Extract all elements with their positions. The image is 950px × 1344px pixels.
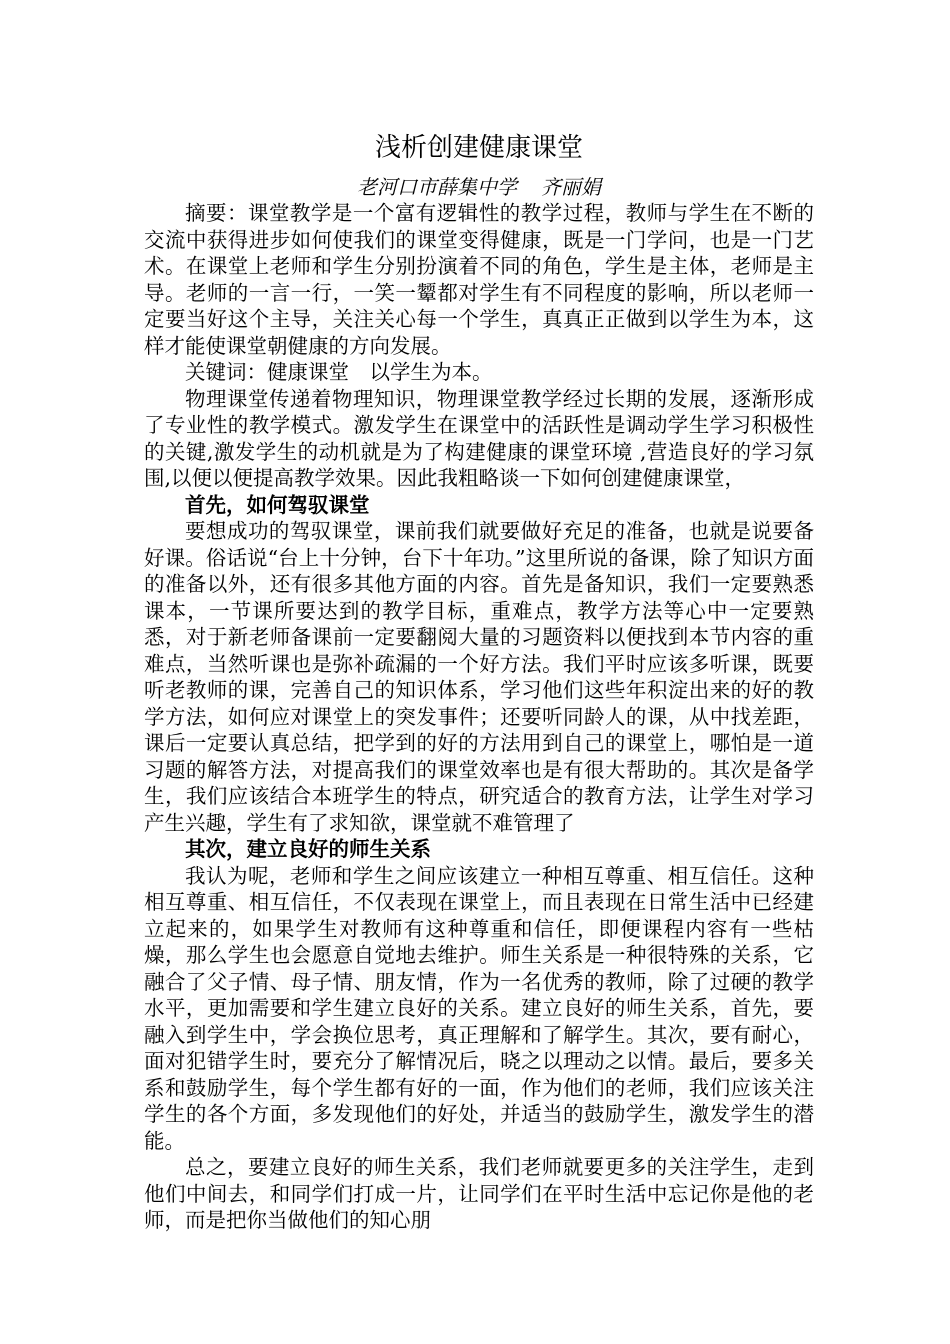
author-school: 老河口市薛集中学 [357,175,517,199]
abstract-paragraph: 摘要：课堂教学是一个富有逻辑性的教学过程，教师与学生在不断的交流中获得进步如何使我们的课堂变得健康，既是一门学问，也是一门艺术。在课堂上老师和学生分别扮演着不同的角色，学生是主体，老师是主导。老师的一言一行，一笑一颦都对学生有不同程度的影响，所以老师一定要当好这个主导，关注关心每一个学生，真真正正做到以学生为本，这样才能使课堂朝健康的方向发展。 [144,201,814,358]
author-name: 齐丽娟 [541,175,601,199]
keywords-paragraph: 关键词：健康课堂 以学生为本。 [185,360,493,384]
document-title: 浅析创建健康课堂 [374,133,583,163]
conclusion-paragraph: 总之，要建立良好的师生关系，我们老师就要更多的关注学生，走到他们中间去，和同学们打成一片，让同学们在平时生活中忘记你是他的老师，而是把你当做他们的知心朋 [144,1155,814,1232]
section-heading-2: 其次，建立良好的师生关系 [185,837,431,861]
author-line [144,174,814,200]
section-heading-1: 首先，如何驾驭课堂 [185,492,370,517]
intro-paragraph: 物理课堂传递着物理知识，物理课堂教学经过长期的发展，逐渐形成了专业性的教学模式。激发学生在课堂中的活跃性是调动学生学习积极性的关键,激发学生的动机就是为了构建健康的课堂环境 ,营造良好的学习氛围,以便以便提高教学效果。因此我粗略谈一下如何创建健康课堂， [144,386,814,490]
section-body-2: 我认为呢，老师和学生之间应该建立一种相互尊重、相互信任。这种相互尊重、相互信任，不仅表现在课堂上，而且表现在日常生活中已经建立起来的，如果学生对教师有这种尊重和信任，即便课程内容有一些枯燥，那么学生也会愿意自觉地去维护。师生关系是一种很特殊的关系，它融合了父子情、母子情、朋友情，作为一名优秀的教师，除了过硬的教学水平，更加需要和学生建立良好的关系。建立良好的师生关系，首先，要融入到学生中，学会换位思考，真正理解和了解学生。其次，要有耐心，面对犯错学生时，要充分了解情况后，晓之以理动之以情。最后，要多关系和鼓励学生，每个学生都有好的一面，作为他们的老师，我们应该关注学生的各个方面，多发现他们的好处，并适当的鼓励学生，激发学生的潜能。 [144,863,814,1153]
document-content [144,128,814,1234]
section-body-1: 要想成功的驾驭课堂，课前我们就要做好充足的准备，也就是说要备好课。俗话说“台上十分钟，台下十年功。”这里所说的备课，除了知识方面的准备以外，还有很多其他方面的内容。首先是备知识，我们一定要熟悉课本，一节课所要达到的教学目标，重难点，教学方法等心中一定要熟悉，对于新老师备课前一定要翻阅大量的习题资料以便找到本节内容的重难点，当然听课也是弥补疏漏的一个好方法。我们平时应该多听课，既要听老教师的课，完善自己的知识体系，学习他们这些年积淀出来的好的教学方法，如何应对课堂上的突发事件；还要听同龄人的课，从中找差距，课后一定要认真总结，把学到的好的方法用到自己的课堂上，哪怕是一道习题的解答方法，对提高我们的课堂效率也是有很大帮助的。其次是备学生，我们应该结合本班学生的特点，研究适合的教育方法，让学生对学习产生兴趣，学生有了求知欲，课堂就不难管理了 [144,519,814,835]
